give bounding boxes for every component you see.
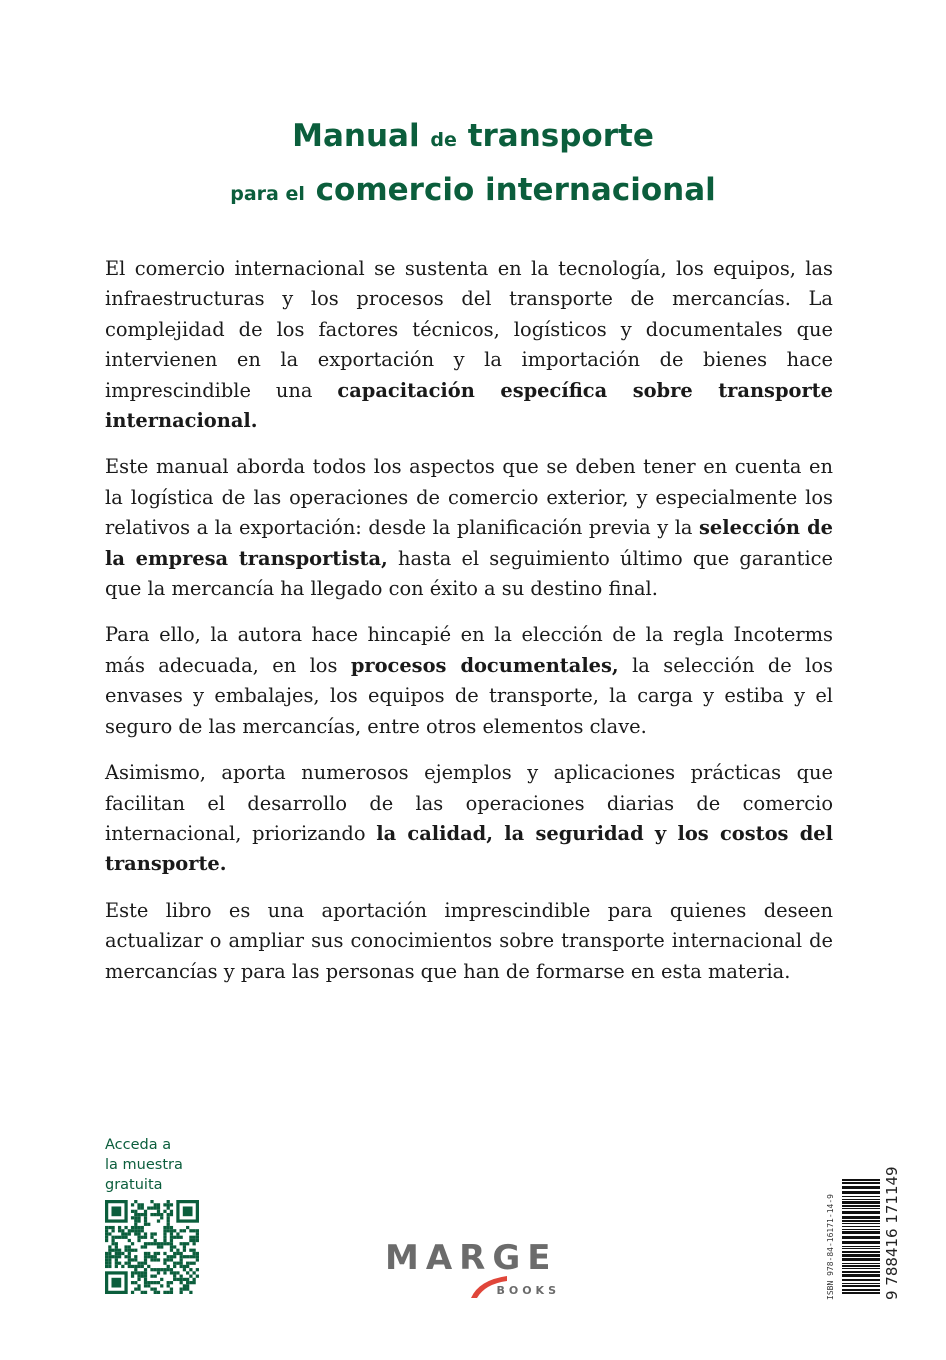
logo-subtext: BOOKS: [496, 1284, 560, 1297]
text: la selección de los envases y embalajes, los equipos de transporte, la carga y estiba y el seguro de las mercancías, entre otros elementos clave.: [105, 653, 833, 738]
text: Asimismo, aporta numerosos ejemplos y aplicaciones prácticas que facilitan el desarrollo de las operaciones diarias de comercio internacional, priorizando: [105, 761, 833, 845]
label-line: Acceda a: [105, 1137, 172, 1153]
text: hasta el seguimiento último que garantice que la mercancía ha llegado con éxito a su destino final.: [105, 546, 833, 601]
text: Para ello, la autora hace hincapié en la elección de la regla Incoterms más adecuada, en los: [105, 623, 833, 677]
paragraph-1: [105, 254, 833, 436]
qr-code[interactable]: [105, 1200, 199, 1294]
text: Este manual aborda todos los aspectos que se deben tener en cuenta en la logística de las operaciones de comercio exterior, y especialmente los relativos a la exportación: desde la planificación previa y la: [105, 455, 833, 540]
title-word: Manual: [292, 118, 420, 154]
logo-text: MARGE: [385, 1238, 558, 1278]
sample-label: [105, 1135, 183, 1195]
bold-text: capacitación específica sobre transporte internacional.: [105, 378, 833, 433]
barcode-digits: 9 788416 171149: [883, 1166, 901, 1300]
publisher-logo: [385, 1240, 560, 1302]
bold-text: selección de la empresa transportista,: [105, 516, 833, 570]
label-line: la muestra: [105, 1157, 183, 1173]
text: Este libro es una aportación imprescindible para quienes deseen actualizar o ampliar sus conocimientos sobre transporte internacional de mercancías y para las personas que han de formarse en esta materia.: [105, 898, 833, 983]
isbn-text: ISBN 978-84-16171-14-9: [826, 1194, 835, 1300]
title-word: de: [430, 129, 457, 151]
bold-text: procesos documentales,: [350, 653, 619, 677]
bold-text: la calidad, la seguridad y los costos del transporte.: [105, 821, 833, 876]
text: El comercio internacional se sustenta en la tecnología, los equipos, las infraestructuras y los procesos del transporte de mercancías. La complejidad de los factores técnicos, logísticos y documentales que intervienen en la exportación y la importación de bienes hace imprescindible una: [105, 257, 833, 402]
blurb: [105, 254, 833, 1003]
title-word: transporte: [467, 118, 654, 154]
label-line: gratuita: [105, 1177, 163, 1193]
title-word: comercio internacional: [315, 172, 716, 208]
title-word: para el: [230, 183, 305, 205]
book-title-line-2: [0, 172, 946, 208]
book-title-line-1: [0, 118, 946, 154]
paragraph-2: [105, 452, 833, 604]
paragraph-5: [105, 896, 833, 987]
paragraph-3: [105, 620, 833, 742]
paragraph-4: [105, 758, 833, 880]
